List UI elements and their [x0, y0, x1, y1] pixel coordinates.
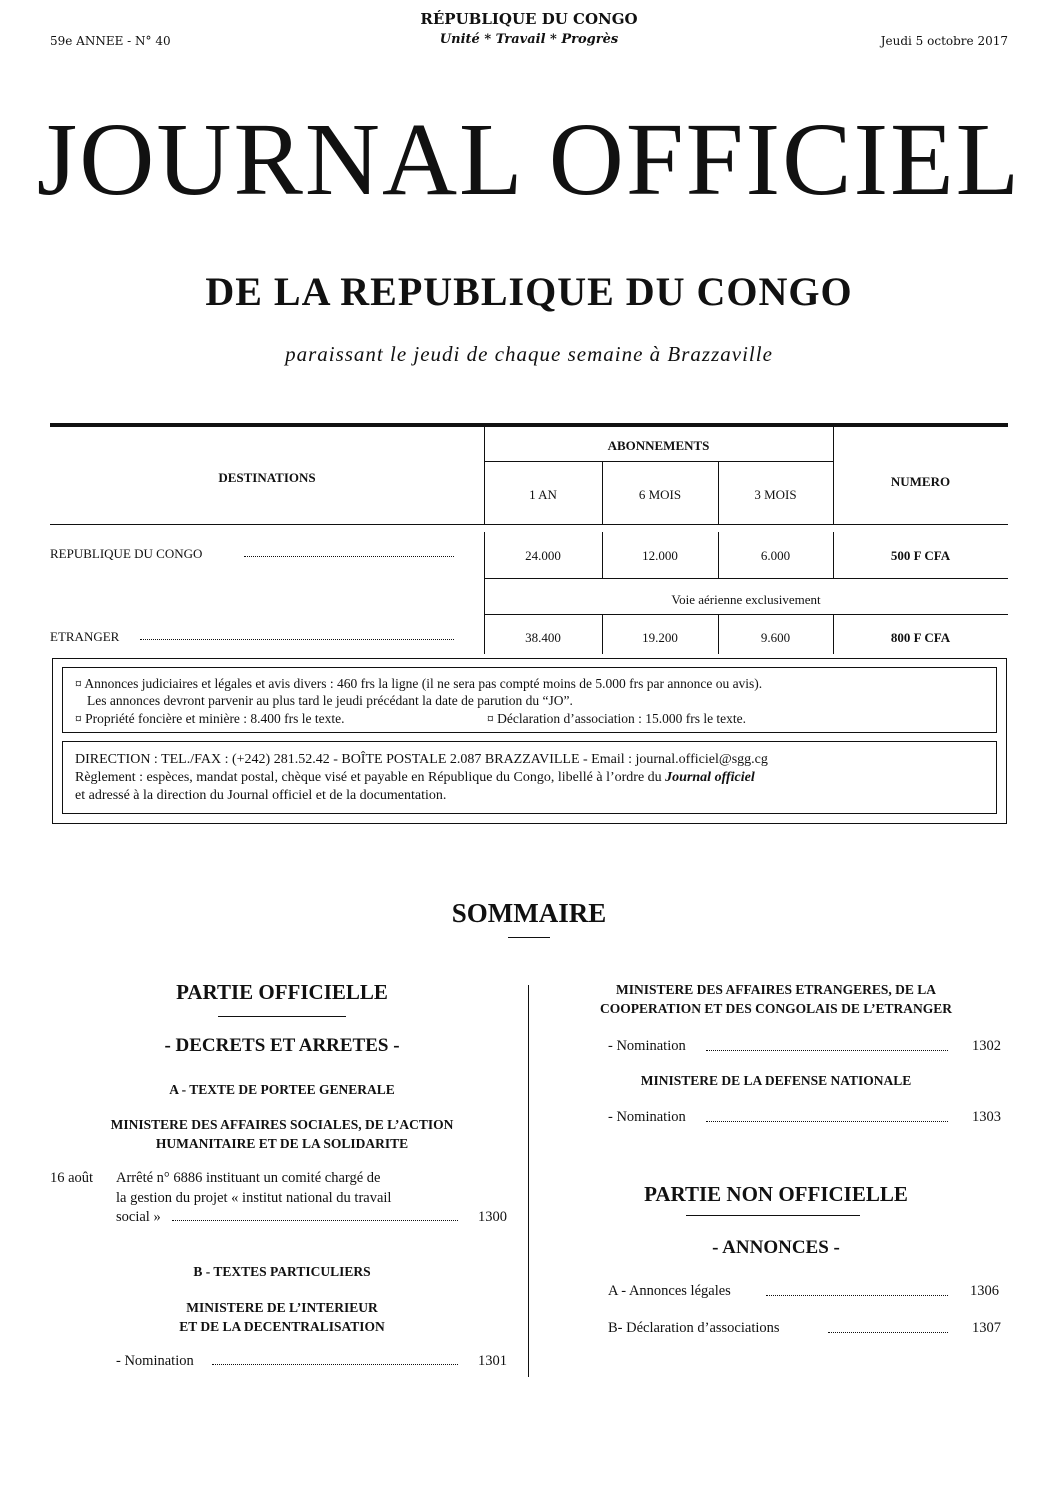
direction-box [62, 741, 997, 814]
notice-line1: ¤ Annonces judiciaires et légales et avis divers : 460 frs la ligne (il ne sera pas compté moins de 5.000 frs par annonce ou avis). [75, 676, 763, 691]
annonces-title: - ANNONCES - [712, 1237, 840, 1258]
ministry-interior-line2: ET DE LA DECENTRALISATION [179, 1319, 385, 1334]
entry5-label: A - Annonces légales [608, 1283, 731, 1299]
leader-dots [140, 639, 454, 640]
partie-non-rule [686, 1215, 860, 1216]
table-divider [484, 461, 833, 462]
row2-numero: 800 F CFA [890, 630, 951, 645]
row1-1an: 24.000 [525, 548, 561, 563]
direction-journal-officiel: Journal officiel [665, 770, 755, 785]
partie-non-officielle-title: PARTIE NON OFFICIELLE [644, 1182, 908, 1206]
row1-6mois: 12.000 [642, 548, 678, 563]
ministry-foreign-line1: MINISTERE DES AFFAIRES ETRANGERES, DE LA [615, 982, 937, 997]
col-6mois: 6 MOIS [638, 487, 682, 502]
section-b-title: B - TEXTES PARTICULIERS [193, 1264, 371, 1279]
table-divider [484, 578, 1008, 579]
leader-dots [244, 556, 454, 557]
table-divider [50, 524, 1008, 525]
column-divider [528, 985, 529, 1377]
leader-dots [828, 1332, 948, 1333]
entry1-date: 16 août [50, 1170, 94, 1186]
row2-label: ETRANGER [50, 629, 120, 644]
entry3-page: 1302 [972, 1038, 1001, 1054]
entry1-line2: la gestion du projet « institut national du travail [116, 1190, 392, 1206]
section-a-title: A - TEXTE DE PORTEE GENERALE [169, 1082, 395, 1097]
col-3mois: 3 MOIS [754, 487, 797, 502]
leader-dots [172, 1220, 458, 1221]
journal-title: JOURNAL OFFICIEL [36, 102, 1022, 217]
decrets-title: - DECRETS ET ARRETES - [164, 1035, 400, 1056]
ministry-defense: MINISTERE DE LA DEFENSE NATIONALE [640, 1073, 912, 1088]
notice-line3a: ¤ Propriété foncière et minière : 8.400 frs le texte. [75, 711, 345, 726]
row2-6mois: 19.200 [642, 630, 678, 645]
row2-3mois: 9.600 [760, 630, 791, 645]
entry4-label: - Nomination [608, 1109, 686, 1125]
issue-date: Jeudi 5 octobre 2017 [880, 34, 1008, 48]
entry3-label: - Nomination [608, 1038, 686, 1054]
journal-subtitle: DE LA REPUBLIQUE DU CONGO [205, 269, 853, 314]
row1-numero: 500 F CFA [890, 548, 951, 563]
issue-number: 59e ANNEE - N° 40 [50, 34, 171, 48]
destinations-header: DESTINATIONS [218, 470, 316, 485]
notice-box [62, 667, 997, 733]
ministry-interior-line1: MINISTERE DE L’INTERIEUR [186, 1300, 378, 1315]
ministry-foreign-line2: COOPERATION ET DES CONGOLAIS DE L’ETRANGER [600, 1001, 952, 1016]
entry2-label: - Nomination [116, 1353, 194, 1369]
direction-line1: DIRECTION : TEL./FAX : (+242) 281.52.42 - BOÎTE POSTALE 2.087 BRAZZAVILLE - Email : journal.officiel@sgg.cg [75, 752, 768, 767]
numero-header: NUMERO [890, 474, 951, 489]
entry1-page: 1300 [478, 1209, 507, 1225]
direction-line2 [75, 769, 755, 786]
journal-tagline: paraissant le jeudi de chaque semaine à Brazzaville [285, 342, 773, 366]
entry6-label: B- Déclaration d’associations [608, 1320, 780, 1336]
sommaire-title: SOMMAIRE [451, 898, 607, 928]
leader-dots [706, 1050, 948, 1051]
leader-dots [212, 1364, 458, 1365]
entry6-page: 1307 [972, 1320, 1001, 1336]
partie-rule [218, 1016, 346, 1017]
partie-officielle-title: PARTIE OFFICIELLE [176, 980, 388, 1004]
table-divider [484, 614, 1008, 615]
row2-1an: 38.400 [525, 630, 561, 645]
entry2-page: 1301 [478, 1353, 507, 1369]
notice-line3b: ¤ Déclaration d’association : 15.000 frs le texte. [487, 711, 747, 726]
leader-dots [766, 1295, 948, 1296]
abonnements-header: ABONNEMENTS [607, 438, 710, 453]
row1-3mois: 6.000 [760, 548, 791, 563]
leader-dots [706, 1121, 948, 1122]
ministry-social-line1: MINISTERE DES AFFAIRES SOCIALES, DE L’ACTION [110, 1117, 454, 1132]
sommaire-rule [508, 937, 550, 938]
ministry-social-line2: HUMANITAIRE ET DE LA SOLIDARITE [155, 1136, 409, 1151]
info-box [52, 658, 1007, 824]
national-motto: Unité * Travail * Progrès [439, 32, 619, 47]
table-top-rule [50, 423, 1008, 427]
direction-reglement: Règlement : espèces, mandat postal, chèque visé et payable en République du Congo, libellé à l’ordre du [75, 770, 666, 785]
country-name: RÉPUBLIQUE DU CONGO [420, 10, 638, 28]
notice-line2: Les annonces devront parvenir au plus tard le jeudi précédant la date de parution du “JO”. [87, 693, 573, 708]
col-1an: 1 AN [529, 487, 557, 502]
voie-aerienne: Voie aérienne exclusivement [671, 592, 821, 607]
entry4-page: 1303 [972, 1109, 1001, 1125]
entry1-line1: Arrêté n° 6886 instituant un comité chargé de [116, 1170, 381, 1186]
entry5-page: 1306 [970, 1283, 999, 1299]
direction-line3: et adressé à la direction du Journal officiel et de la documentation. [75, 788, 447, 803]
row1-label: REPUBLIQUE DU CONGO [50, 546, 203, 561]
entry1-line3: social » [116, 1209, 161, 1225]
